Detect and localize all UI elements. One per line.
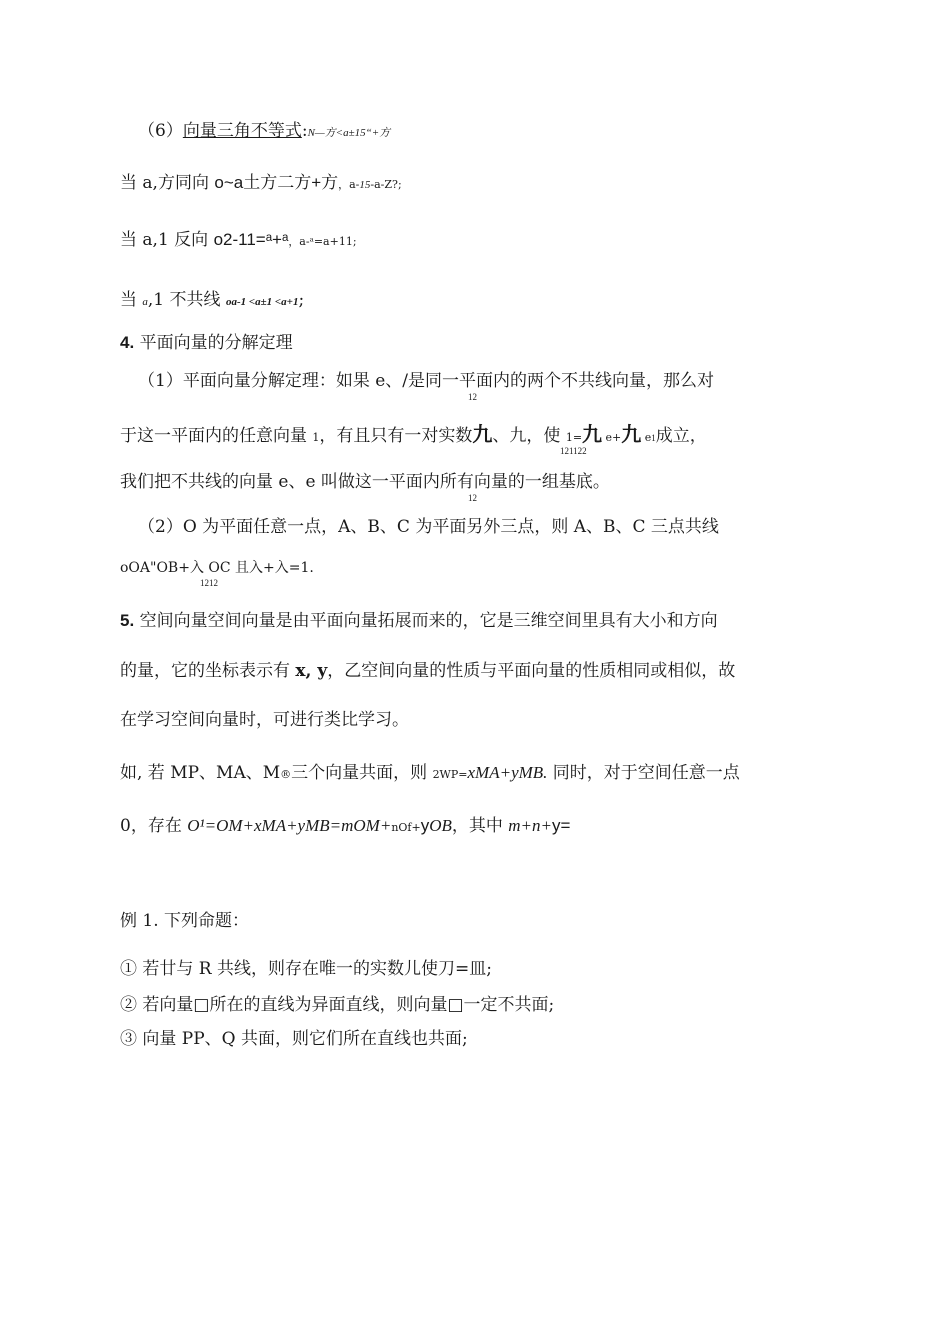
subscript: 1212 [200,578,218,588]
case-var: a [142,296,148,308]
example-title: 例 1. 下列命题： [120,911,250,931]
collinear-condition-line1 [138,516,719,538]
non-collinear-case [120,289,304,313]
paragraph-text: 空间向量空间向量是由平面向量拓展而来的，它是三维空间里具有大小和方向 [134,611,718,631]
case-formula-2: ，a- [338,178,360,191]
text: 1 [312,431,320,444]
case-formula-4: -a-Z?; [370,178,402,191]
text: 如, 若 MP、MA、M [120,763,281,783]
text: 三个向量共面，则 [291,763,433,783]
section-5-line2 [120,660,735,682]
coordinate-vars: x, y [295,661,328,681]
text: e+ [602,431,622,444]
decomposition-theorem-line1 [138,370,714,392]
proposition-2 [120,994,554,1016]
section-number: 5. [120,611,135,630]
decomposition-theorem-line2 [120,424,707,449]
proposition-text: ② 若向量□所在的直线为异面直线，则向量□一定不共面; [120,995,555,1015]
text: 于这一平面内的任意向量 [120,426,313,446]
item-number: （6） [138,121,183,141]
paragraph-text: （1）平面向量分解定理：如果 e、/是同一平面内的两个不共线向量，那么对 [138,371,715,391]
text: ® [280,768,292,781]
subscript: 12 [468,392,477,402]
formula: y= [552,816,571,835]
text: ，其中 [451,816,509,836]
inequality-title: 向量三角不等式 [182,121,302,141]
formula: OB [429,816,452,835]
lambda-symbol: 九 [472,424,493,446]
lambda-symbol: 九 [582,424,603,446]
case-label: 当 a,方同向 [120,173,215,193]
inequality-formula: N—方<a±15“+方 [307,127,391,139]
paragraph-text: 我们把不共线的向量 e、e 叫做这一平面内所有向量的一组基底。 [120,472,610,492]
formula: O¹=OM+xMA+yMB=mOM+ [187,816,392,835]
lambda-symbol: 九 [621,424,642,446]
section-4-heading [120,332,293,354]
case-label: 当 a,1 反向 [120,230,214,250]
proposition-text: ① 若廿与 R 共线，则存在唯一的实数儿使刀=皿; [120,959,492,979]
collinear-condition-line2 [120,557,314,579]
section-title: 平面向量的分解定理 [134,333,293,353]
coplanar-example-line1 [120,762,740,786]
case-formula-2: ，a-ᵃ=a+11; [288,235,357,248]
case-formula: o~a土方二方+方 [214,173,339,192]
proposition-3 [120,1028,468,1050]
example-1-heading [120,910,249,932]
text: 0，存在 [120,816,188,836]
subscript: 121122 [560,446,587,456]
text: 1 [651,433,656,443]
section-5-line3 [120,709,409,731]
colon: : [301,121,308,141]
case-formula: oa-1 <a±1 <a+1 [225,296,299,308]
formula-text: oOA"OB+入 OC 且入+入=1. [120,560,314,576]
paragraph-text: （2）O 为平面任意一点，A、B、C 为平面另外三点，则 A、B、C 三点共线 [138,517,719,537]
subscript: 12 [468,493,477,503]
proposition-1 [120,958,492,980]
coplanar-example-line2 [120,815,570,839]
text: 2WP= [432,768,468,781]
text: ，乙空间向量的性质与平面向量的性质相同或相似，故 [327,661,736,681]
text: ，有且只有一对实数 [319,426,473,446]
section-5-line1 [120,610,718,632]
text: 、九，使 [492,426,566,446]
same-direction-case [120,172,402,196]
case-label: 当 [120,290,143,310]
paragraph-text: 在学习空间向量时，可进行类比学习。 [120,710,409,730]
text: 的量，它的坐标表示有 [120,661,296,681]
formula: xMA+yMB. [467,763,548,782]
semicolon: ; [298,290,305,310]
text: e [641,431,652,444]
text: 同时，对于空间任意一点 [547,763,740,783]
text: = [572,431,583,444]
case-formula-3: 15 [359,179,371,191]
case-formula: o2-11=ᵃ+ᵃ [213,230,289,249]
proposition-text: ③ 向量 PP、Q 共面，则它们所在直线也共面; [120,1029,468,1049]
opposite-direction-case [120,229,357,253]
text: 1 [565,431,573,444]
formula: nOf+ [391,821,421,834]
inequality-heading [138,120,390,144]
section-number: 4. [120,333,135,352]
text: 成立， [655,426,707,446]
basis-definition [120,471,610,493]
case-label-2: ,1 不共线 [147,290,226,310]
formula: y [420,816,430,835]
formula: m+n+ [508,816,553,835]
